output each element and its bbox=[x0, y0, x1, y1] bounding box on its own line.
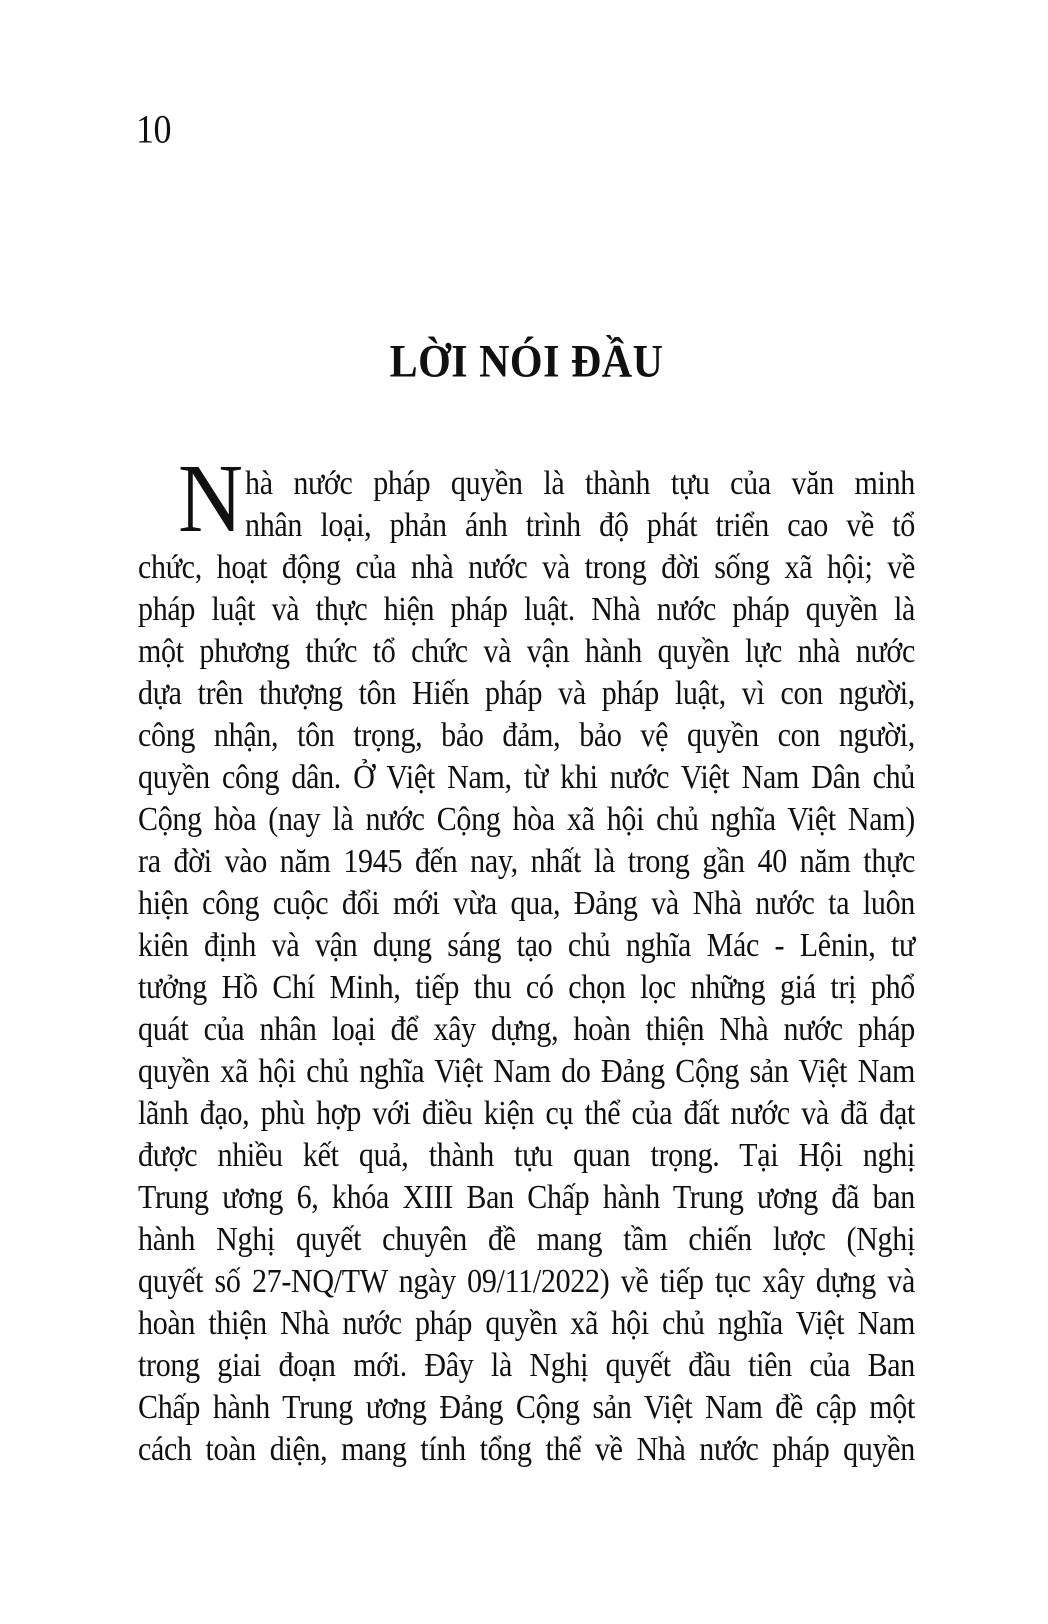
paragraph-line: pháp luật và thực hiện pháp luật. Nhà nước pháp quyền là bbox=[138, 590, 915, 628]
paragraph-line: công nhận, tôn trọng, bảo đảm, bảo vệ quyền con người, bbox=[138, 716, 915, 754]
chapter-title: LỜI NÓI ĐẦU bbox=[389, 336, 664, 388]
paragraph-line: trong giai đoạn mới. Đây là Nghị quyết đầu tiên của Ban bbox=[138, 1346, 915, 1384]
paragraph-line: hà nước pháp quyền là thành tựu của văn minh bbox=[245, 464, 915, 502]
paragraph-line: Chấp hành Trung ương Đảng Cộng sản Việt Nam đề cập một bbox=[138, 1388, 915, 1426]
paragraph-line: quyền công dân. Ở Việt Nam, từ khi nước Việt Nam Dân chủ bbox=[138, 758, 915, 796]
paragraph-line: quyền xã hội chủ nghĩa Việt Nam do Đảng Cộng sản Việt Nam bbox=[138, 1052, 915, 1090]
paragraph-line: kiên định và vận dụng sáng tạo chủ nghĩa Mác - Lênin, tư bbox=[138, 926, 915, 964]
paragraph-line: quyết số 27-NQ/TW ngày 09/11/2022) về tiếp tục xây dựng và bbox=[138, 1262, 915, 1300]
paragraph-line: hành Nghị quyết chuyên đề mang tầm chiến lược (Nghị bbox=[138, 1220, 915, 1258]
paragraph-line: hiện công cuộc đổi mới vừa qua, Đảng và Nhà nước ta luôn bbox=[138, 884, 915, 922]
paragraph-line: Trung ương 6, khóa XIII Ban Chấp hành Trung ương đã ban bbox=[138, 1178, 915, 1216]
paragraph-line: cách toàn diện, mang tính tổng thể về Nhà nước pháp quyền bbox=[138, 1430, 915, 1468]
paragraph-line: chức, hoạt động của nhà nước và trong đời sống xã hội; về bbox=[138, 548, 915, 586]
paragraph-line: lãnh đạo, phù hợp với điều kiện cụ thể của đất nước và đã đạt bbox=[138, 1094, 915, 1132]
paragraph-line: tưởng Hồ Chí Minh, tiếp thu có chọn lọc những giá trị phổ bbox=[138, 968, 915, 1006]
opening-paragraph bbox=[138, 445, 915, 1471]
paragraph-line: Cộng hòa (nay là nước Cộng hòa xã hội chủ nghĩa Việt Nam) bbox=[138, 800, 915, 838]
paragraph-line: một phương thức tổ chức và vận hành quyền lực nhà nước bbox=[138, 632, 915, 670]
paragraph-line: dựa trên thượng tôn Hiến pháp và pháp luật, vì con người, bbox=[138, 674, 915, 712]
paragraph-lines bbox=[138, 463, 915, 1471]
drop-cap: N bbox=[178, 445, 243, 553]
paragraph-line: quát của nhân loại để xây dựng, hoàn thiện Nhà nước pháp bbox=[138, 1010, 915, 1048]
page-number: 10 bbox=[136, 106, 171, 152]
paragraph-line: được nhiều kết quả, thành tựu quan trọng. Tại Hội nghị bbox=[138, 1136, 915, 1174]
paragraph-line: hoàn thiện Nhà nước pháp quyền xã hội chủ nghĩa Việt Nam bbox=[138, 1304, 915, 1342]
paragraph-line: ra đời vào năm 1945 đến nay, nhất là trong gần 40 năm thực bbox=[138, 842, 915, 880]
paragraph-line: nhân loại, phản ánh trình độ phát triển cao về tổ bbox=[245, 506, 915, 544]
